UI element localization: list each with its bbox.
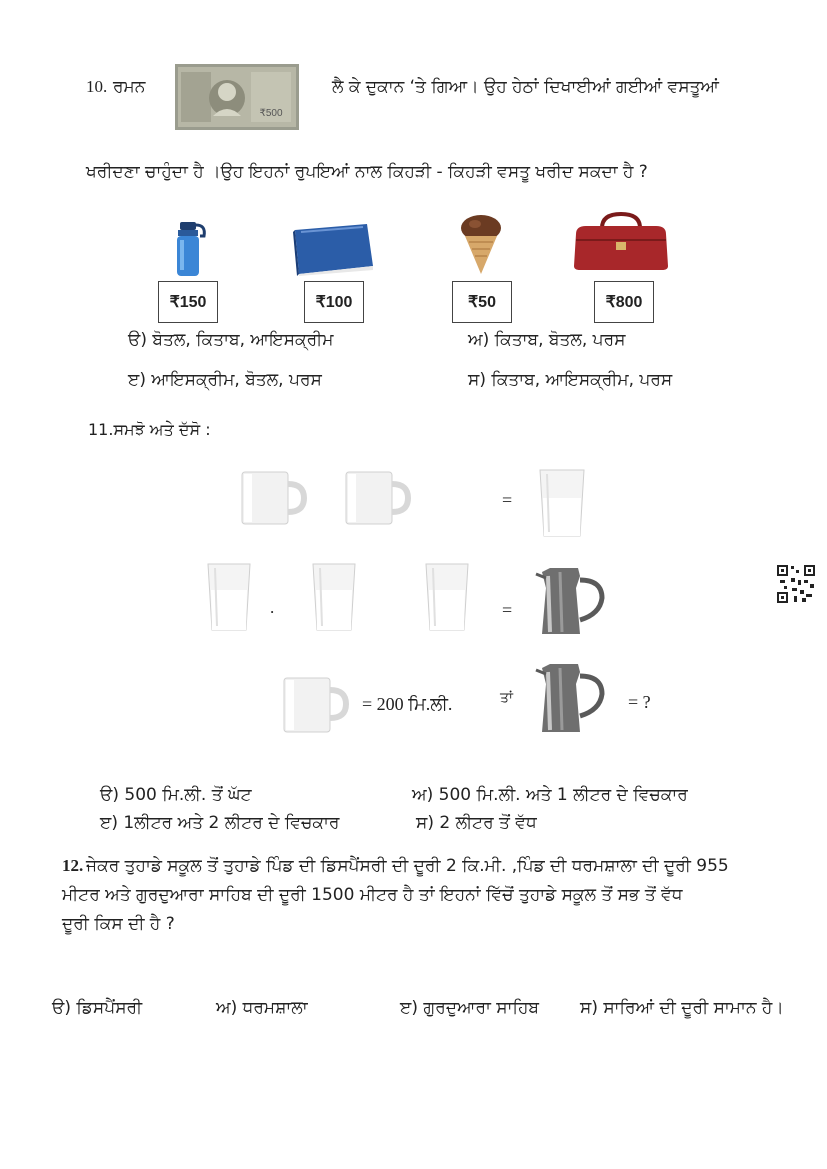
mug-image <box>344 470 412 526</box>
dot-separator: . <box>270 598 275 617</box>
equals-sign: = <box>502 600 513 620</box>
q10-option-a[interactable]: ੳ) ਬੋਤਲ, ਕਿਤਾਬ, ਆਇਸਕ੍ਰੀਮ <box>128 330 334 350</box>
book-image <box>291 222 375 276</box>
handbag-image <box>572 212 670 272</box>
banknote-value: ₹500 <box>259 108 283 119</box>
mug-image <box>282 676 350 734</box>
q11-option-b[interactable]: ਅ) 500 ਮਿ.ਲੀ. ਅਤੇ 1 ਲੀਟਰ ਦੇ ਵਿਚਕਾਰ <box>412 785 688 805</box>
ice-cream-cone-image <box>457 214 505 274</box>
price-book: ₹100 <box>304 281 364 323</box>
equals-sign: = <box>502 490 513 510</box>
then-label: ਤਾਂ <box>500 690 513 706</box>
q11-heading: 11.ਸਮਝੋ ਅਤੇ ਦੱਸੋ : <box>88 420 211 439</box>
q10-line2: ਖਰੀਦਣਾ ਚਾਹੁੰਦਾ ਹੈ ।ਉਹ ਇਹਨਾਂ ਰੁਪਇਆਂ ਨਾਲ ਕਿਹੜੀ - ਕਿਹੜੀ ਵਸਤੂ ਖਰੀਦ ਸਕਦਾ ਹੈ ? <box>86 162 648 182</box>
q10-line1: ਲੈ ਕੇ ਦੁਕਾਨ ‘ਤੇ ਗਿਆ। ਉਹ ਹੇਠਾਂ ਦਿਖਾਈਆਂ ਗਈਆਂ ਵਸਤੂਆਂ <box>332 77 719 97</box>
q12-line3: ਦੂਰੀ ਕਿਸ ਦੀ ਹੈ ? <box>62 914 175 934</box>
q11-option-a[interactable]: ੳ) 500 ਮਿ.ਲੀ. ਤੋਂ ਘੱਟ <box>100 785 252 805</box>
banknote-image <box>175 64 299 130</box>
q12-number: 12. <box>62 856 84 875</box>
q12-option-b[interactable]: ਅ) ਧਰਮਸ਼ਾਲਾ <box>216 998 308 1018</box>
q12-line1: ਜੇਕਰ ਤੁਹਾਡੇ ਸਕੂਲ ਤੋਂ ਤੁਹਾਡੇ ਪਿੰਡ ਦੀ ਡਿਸਪੈਂਸਰੀ ਦੀ ਦੂਰੀ 2 ਕਿ.ਮੀ. ,ਪਿੰਡ ਦੀ ਧਰਮਸ਼ਾਲਾ ਦੀ ਦੂਰੀ 955 <box>86 856 729 876</box>
water-bottle-image <box>174 222 208 276</box>
qr-code-icon <box>776 564 816 604</box>
q10-option-c[interactable]: ੲ) ਆਇਸਕ੍ਰੀਮ, ਬੋਤਲ, ਪਰਸ <box>128 370 322 390</box>
q10-option-b[interactable]: ਅ) ਕਿਤਾਬ, ਬੋਤਲ, ਪਰਸ <box>468 330 626 350</box>
price-handbag: ₹800 <box>594 281 654 323</box>
q12-option-d[interactable]: ਸ) ਸਾਰਿਆਂ ਦੀ ਦੂਰੀ ਸਾਮਾਨ ਹੈ। <box>580 998 784 1018</box>
q12-option-c[interactable]: ੲ) ਗੁਰਦੁਆਰਾ ਸਾਹਿਬ <box>400 998 539 1018</box>
question-mark: = ? <box>628 692 651 712</box>
mug-value: = 200 ਮਿ.ਲੀ. <box>362 694 453 714</box>
q10-name: ਰਮਨ <box>113 77 146 97</box>
price-bottle: ₹150 <box>158 281 218 323</box>
jug-image <box>536 566 608 638</box>
q11-option-d[interactable]: ਸ) 2 ਲੀਟਰ ਤੋਂ ਵੱਧ <box>416 813 537 833</box>
q10-option-d[interactable]: ਸ) ਕਿਤਾਬ, ਆਇਸਕ੍ਰੀਮ, ਪਰਸ <box>468 370 673 390</box>
glass-image <box>538 468 586 540</box>
price-icecream: ₹50 <box>452 281 512 323</box>
q11-option-c[interactable]: ੲ) 1ਲੀਟਰ ਅਤੇ 2 ਲੀਟਰ ਦੇ ਵਿਚਕਾਰ <box>100 813 340 833</box>
jug-image <box>536 662 608 736</box>
q12-option-a[interactable]: ੳ) ਡਿਸਪੈਂਸਰੀ <box>52 998 143 1018</box>
glass-image <box>206 562 252 634</box>
mug-image <box>240 470 308 526</box>
glass-image <box>424 562 470 634</box>
q10-number: 10. <box>86 77 108 96</box>
q12-line2: ਮੀਟਰ ਅਤੇ ਗੁਰਦੁਆਰਾ ਸਾਹਿਬ ਦੀ ਦੂਰੀ 1500 ਮੀਟਰ ਹੈ ਤਾਂ ਇਹਨਾਂ ਵਿੱਚੋਂ ਤੁਹਾਡੇ ਸਕੂਲ ਤੋਂ ਸਭ ਤੋਂ ਵੱਧ <box>62 885 683 905</box>
glass-image <box>311 562 357 634</box>
